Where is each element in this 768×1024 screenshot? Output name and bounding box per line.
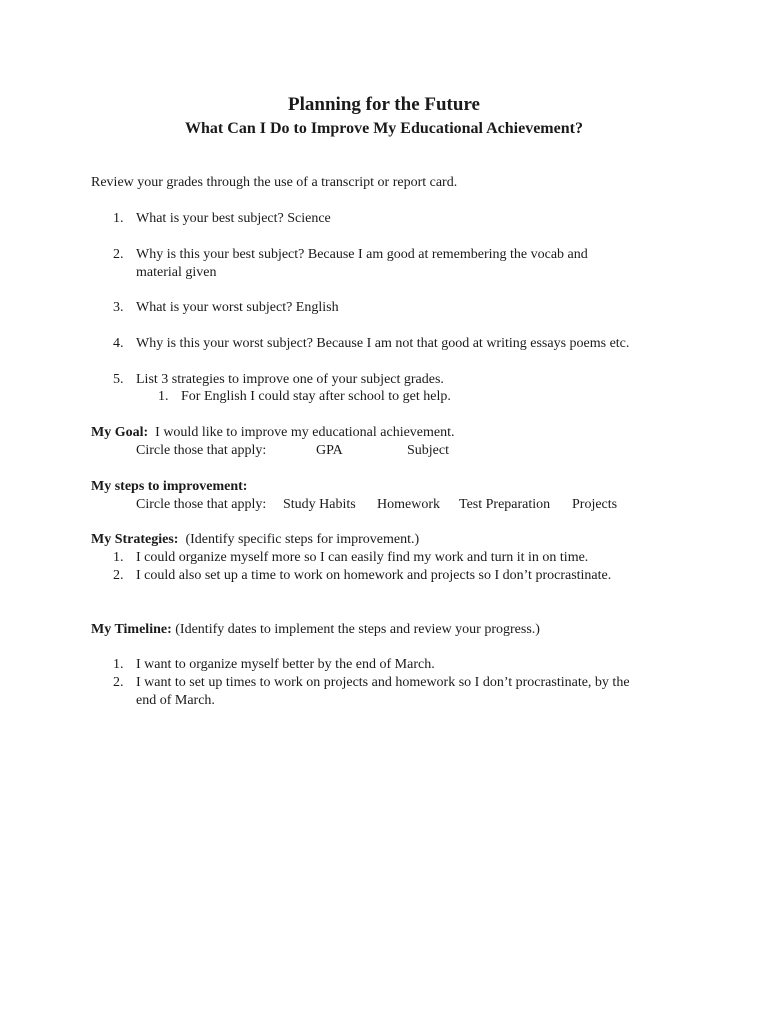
- strategy-text: I could organize myself more so I can easily find my work and turn it in on time.: [136, 550, 589, 565]
- question-text-continued: material given: [136, 265, 217, 280]
- goal-option-subject[interactable]: Subject: [407, 443, 449, 458]
- question-number: 3.: [113, 300, 124, 315]
- goal-line: [91, 424, 455, 442]
- question-text: List 3 strategies to improve one of your subject grades.: [136, 372, 444, 387]
- page-subtitle: What Can I Do to Improve My Educational Achievement?: [185, 120, 583, 137]
- question-text: Why is this your worst subject? Because I am not that good at writing essays poems etc.: [136, 336, 630, 351]
- strategies-label: My Strategies:: [91, 532, 179, 547]
- strategy-number: 2.: [113, 568, 124, 583]
- goal-option-gpa[interactable]: GPA: [316, 443, 343, 458]
- steps-option-projects[interactable]: Projects: [572, 497, 618, 512]
- strategies-text: (Identify specific steps for improvement.): [185, 532, 420, 547]
- question-number: 4.: [113, 336, 124, 351]
- intro-text: Review your grades through the use of a transcript or report card.: [91, 175, 458, 190]
- steps-option-test-preparation[interactable]: Test Preparation: [459, 497, 551, 512]
- timeline-number: 1.: [113, 657, 124, 672]
- strategy-number: 1.: [113, 550, 124, 565]
- sub-item-text: For English I could stay after school to get help.: [181, 389, 451, 404]
- question-text: What is your worst subject? English: [136, 300, 339, 315]
- page-title: Planning for the Future: [288, 94, 480, 115]
- steps-label: My steps to improvement:: [91, 479, 248, 494]
- goal-circle-label: Circle those that apply:: [136, 443, 267, 458]
- timeline-text-item-continued: end of March.: [136, 693, 215, 708]
- question-number: 1.: [113, 211, 124, 226]
- steps-option-study-habits[interactable]: Study Habits: [283, 497, 356, 512]
- timeline-text: (Identify dates to implement the steps and review your progress.): [175, 622, 540, 637]
- question-number: 5.: [113, 372, 124, 387]
- question-text: What is your best subject? Science: [136, 211, 331, 226]
- goal-text: I would like to improve my educational achievement.: [155, 425, 455, 440]
- question-text: Why is this your best subject? Because I am good at remembering the vocab and: [136, 247, 588, 262]
- sub-item-number: 1.: [158, 389, 169, 404]
- question-number: 2.: [113, 247, 124, 262]
- timeline-number: 2.: [113, 675, 124, 690]
- strategies-line: [91, 531, 419, 549]
- timeline-text-item: I want to set up times to work on projects and homework so I don’t procrastinate, by the: [136, 675, 630, 690]
- timeline-line: [91, 621, 540, 639]
- timeline-label: My Timeline:: [91, 622, 172, 637]
- goal-label: My Goal:: [91, 425, 149, 440]
- steps-option-homework[interactable]: Homework: [377, 497, 440, 512]
- steps-circle-label: Circle those that apply:: [136, 497, 267, 512]
- strategy-text: I could also set up a time to work on homework and projects so I don’t procrastinate.: [136, 568, 612, 583]
- timeline-text-item: I want to organize myself better by the end of March.: [136, 657, 435, 672]
